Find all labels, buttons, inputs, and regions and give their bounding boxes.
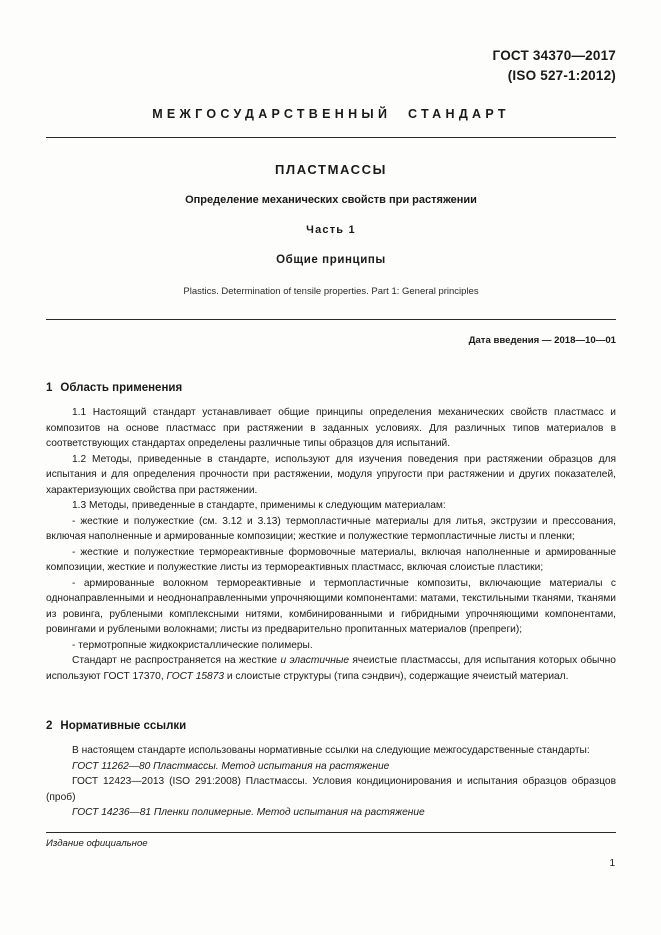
document-part-name: Общие принципы: [276, 254, 386, 267]
exclusion-part-2: и эластичные: [280, 655, 353, 667]
section-title-1: Область применения: [60, 382, 183, 395]
section-heading-2: [46, 720, 616, 732]
title-block: [46, 162, 616, 297]
title-divider: [46, 319, 616, 320]
exclusion-part-4: ГОСТ 15873: [166, 670, 227, 682]
page-number: 1: [609, 858, 615, 869]
footer-divider: [46, 832, 616, 833]
page-content: [46, 46, 616, 821]
reference-gost-14236: ГОСТ 14236—81 Пленки полимерные. Метод испытания на растяжение: [72, 807, 425, 819]
list-item-fiber-composites: - армированные волокном термореактивные и термопластичные композиты, включающие материалы с однонаправленными и неоднонаправленными упрочняющими компонентами: матами, текстильными тканями, тканями из ровинга, рублеными комплексными нитями, комбинированными и гибридными упрочняющими компонентами, ровингами и рублеными волокнами; листы из предварительно пропитанных материалов (препреги);: [46, 577, 616, 636]
document-subtitle: Определение механических свойств при растяжении: [185, 194, 477, 207]
exclusion-part-3: ячеистые пластмассы, для испытания которых обычно используют ГОСТ 17370,: [46, 655, 616, 682]
section-number-2: 2: [46, 720, 53, 733]
introduction-date: Дата введения — 2018—10—01: [468, 335, 616, 347]
list-item-rigid-thermoplastic: - жесткие и полужесткие (см. 3.12 и 3.13) термопластичные материалы для литья, экструзии и прессования, включая наполненные и армированные композиции; жесткие и полужесткие термопластичные листы и пленки;: [46, 515, 616, 543]
document-title: ПЛАСТМАССЫ: [275, 162, 387, 178]
section-number-1: 1: [46, 382, 53, 395]
section-heading-1: [46, 382, 616, 394]
exclusion-part-5: и слоистые структуры (типа сэндвич), содержащие ячеистый материал.: [226, 670, 569, 682]
paragraph-1-3: 1.3 Методы, приведенные в стандарте, применимы к следующим материалам:: [72, 500, 446, 512]
paragraph-2-intro: В настоящем стандарте использованы нормативные ссылки на следующие межгосударственные стандарты:: [72, 745, 590, 757]
paragraph-scope-exclusion: [46, 653, 616, 684]
standard-code: [46, 46, 616, 85]
paragraph-1-2: 1.2 Методы, приведенные в стандарте, используют для изучения поведения при растяжении образцов для испытания и для определения прочности при растяжении, модуля упругости при растяжении и других показателей, характеризующих свойства при растяжении.: [46, 453, 616, 496]
section-title-2: Нормативные ссылки: [60, 720, 187, 733]
standard-code-line2: (ISO 527-1:2012): [507, 67, 616, 83]
reference-gost-11262: ГОСТ 11262—80 Пластмассы. Метод испытания на растяжение: [72, 760, 390, 772]
official-edition-note: Издание официальное: [46, 838, 148, 849]
list-item-liquid-crystal: - термотропные жидкокристаллические полимеры.: [72, 639, 313, 651]
paragraph-1-1: 1.1 Настоящий стандарт устанавливает общие принципы определения механических свойств пластмасс и композитов на основе пластмасс при растяжении в заданных условиях. Для различных типов материалов в соответствующих стандартах определены различные типы образцов для испытаний.: [46, 407, 616, 450]
list-item-thermoset: - жесткие и полужесткие термореактивные формовочные материалы, включая наполненные и армированные композиции, жесткие и полужесткие листы из термореактивных пластмасс, включая слоистые пластики;: [46, 546, 616, 574]
document-part: Часть 1: [306, 224, 356, 237]
interstate-standard-heading: МЕЖГОСУДАРСТВЕННЫЙ СТАНДАРТ: [152, 107, 510, 122]
reference-gost-12423: ГОСТ 12423—2013 (ISO 291:2008) Пластмассы. Условия кондиционирования и испытания образцов образцов (проб): [46, 776, 616, 803]
header-divider: [46, 137, 616, 138]
document-english-title: Plastics. Determination of tensile properties. Part 1: General principles: [183, 286, 479, 298]
standard-code-line1: ГОСТ 34370—2017: [492, 48, 616, 63]
exclusion-part-1: Стандарт не распространяется на жесткие: [72, 655, 281, 667]
